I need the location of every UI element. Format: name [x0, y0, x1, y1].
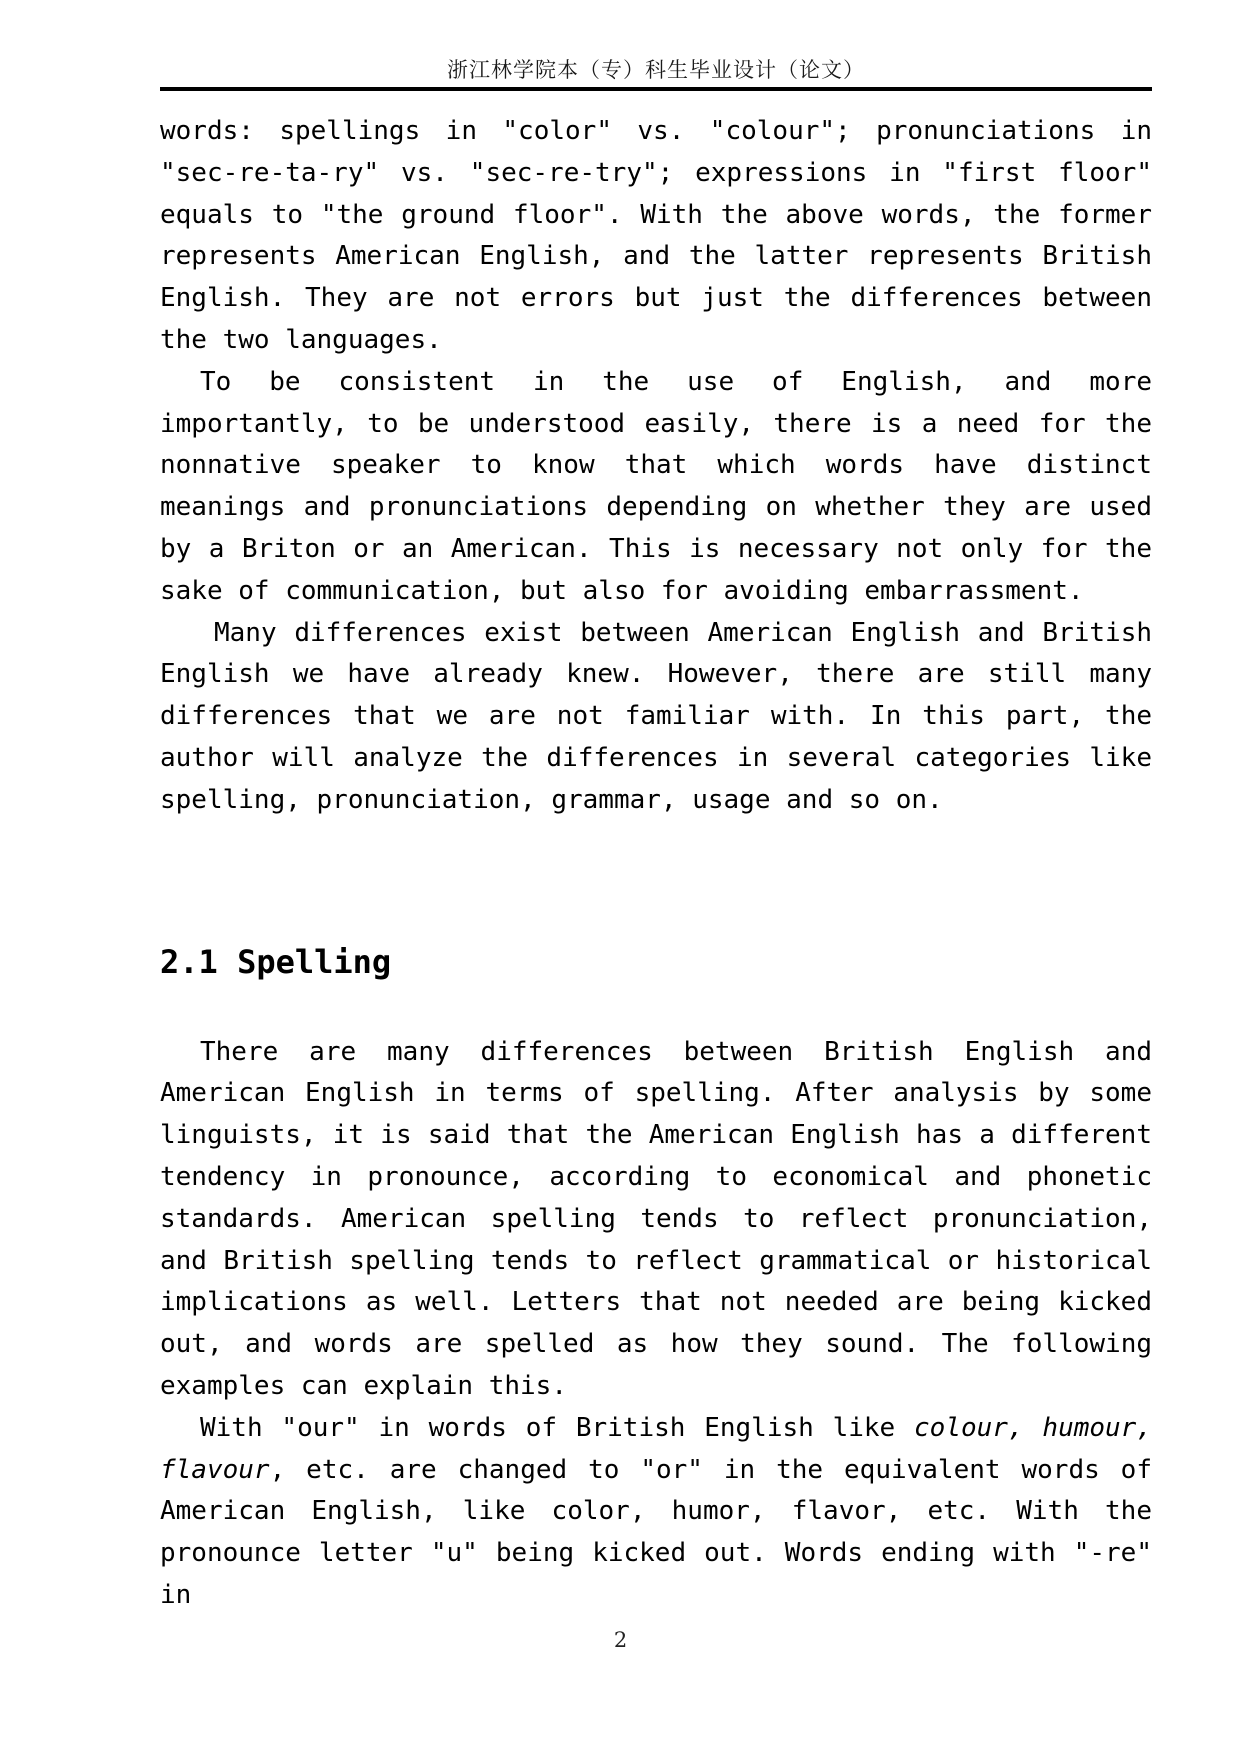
page-header: [160, 58, 1152, 91]
header-divider: [160, 87, 1152, 91]
paragraph: [160, 111, 1152, 362]
text-run: , etc. are changed to "or" in the equivalent words of American English, like color, humor, flavor, etc. With the pronounce letter "u" being kicked out. Words ending with "-re" in: [160, 1454, 1152, 1610]
header-title: 浙江林学院本（专）科生毕业设计（论文）: [447, 58, 865, 82]
paragraph: [160, 613, 1152, 822]
italic-text-run: colour, humour, flavour: [160, 1412, 1152, 1485]
text-run: With "our" in words of British English like: [200, 1412, 915, 1443]
document-body: [160, 111, 1152, 1617]
section-heading: 2.1 Spelling: [160, 942, 392, 981]
text-run: There are many differences between British English and American English in terms of spelling. After analysis by some linguists, it is said that the American English has a different tendency in pronounce, according to economical and phonetic standards. American spelling tends to reflect pronunciation, and British spelling tends to reflect grammatical or historical implications as well. Letters that not needed are being kicked out, and words are spelled as how they sound. The following examples can explain this.: [160, 1036, 1152, 1401]
paragraph: [160, 1032, 1152, 1408]
text-run: words: spellings in "color" vs. "colour"; pronunciations in "sec-re-ta-ry" vs. "sec-re-try"; expressions in "first floor" equals to "the ground floor". With the above words, the former represents American English, and the latter represents British English. They are not errors but just the differences between the two languages.: [160, 116, 1152, 355]
paragraph: [160, 1408, 1152, 1617]
text-run: Many differences exist between American English and British English we have already knew. However, there are still many differences that we are not familiar with. In this part, the author will analyze the differences in several categories like spelling, pronunciation, grammar, usage and so on.: [160, 617, 1152, 815]
page-footer: [0, 1628, 1241, 1652]
text-run: To be consistent in the use of English, and more importantly, to be understood easily, there is a need for the nonnative speaker to know that which words have distinct meanings and pronunciations depending on whether they are used by a Briton or an American. This is necessary not only for the sake of communication, but also for avoiding embarrassment.: [160, 366, 1152, 606]
page-number: 2: [613, 1628, 628, 1652]
paragraph: [160, 362, 1152, 613]
